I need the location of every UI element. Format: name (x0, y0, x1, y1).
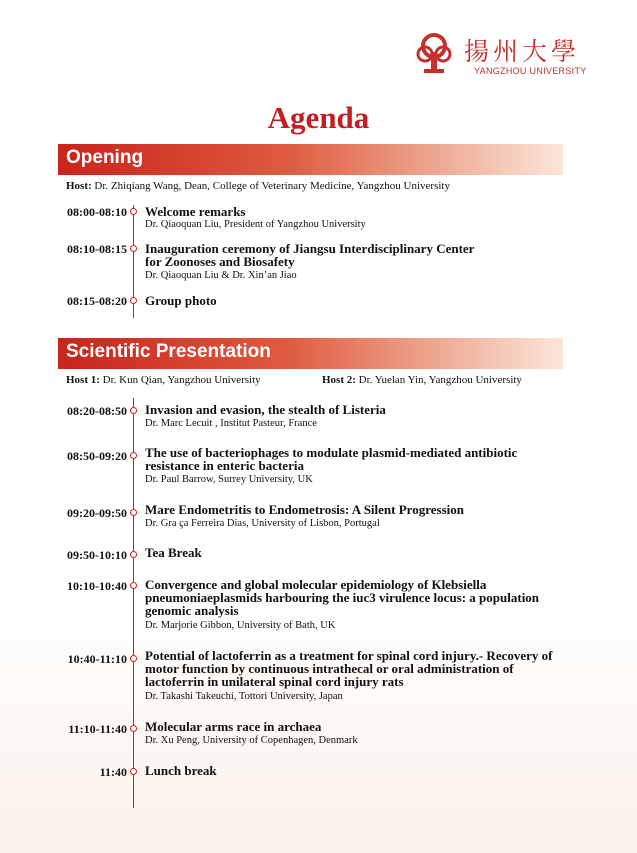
item-time: 11:10-11:40 (68, 722, 127, 736)
item-title: Mare Endometritis to Endometrosis: A Silent Progression (145, 502, 464, 517)
scientific-section-header (58, 338, 563, 369)
item-time: 09:50-10:10 (67, 548, 127, 562)
item-time: 11:40 (99, 765, 127, 779)
item-speaker: Dr. Paul Barrow, Surrey University, UK (145, 474, 313, 485)
item-title: Welcome remarks (145, 204, 246, 219)
item-time: 09:20-09:50 (67, 506, 127, 520)
item-title: Tea Break (145, 545, 202, 560)
item-time: 08:50-09:20 (67, 449, 127, 463)
item-speaker: Dr. Qiaoquan Liu, President of Yangzhou University (145, 219, 366, 230)
item-speaker: Dr. Takashi Takeuchi, Tottori University, Japan (145, 691, 343, 702)
item-time: 08:10-08:15 (67, 242, 127, 256)
timeline-dot (130, 297, 137, 304)
scientific-heading: Scientific Presentation (66, 341, 271, 362)
host-1 (66, 374, 261, 386)
item-time: 08:20-08:50 (67, 404, 127, 418)
university-logo (414, 30, 587, 80)
page-title: Agenda (267, 100, 370, 135)
host-2-name: Dr. Yuelan Yin, Yangzhou University (358, 374, 522, 386)
timeline-dot (130, 725, 137, 732)
university-emblem-icon (414, 32, 454, 74)
timeline-dot (130, 655, 137, 662)
timeline-dot (130, 768, 137, 775)
item-title: Potential of lactoferrin as a treatment for spinal cord injury.- Recovery of motor function by continuous intrathecal or oral administration of lactoferrin in unilateral spinal cord injury rats (145, 648, 553, 689)
item-speaker: Dr. Marjorie Gibbon, University of Bath, UK (145, 620, 336, 631)
scientific-timeline (133, 398, 134, 808)
item-time: 10:10-10:40 (67, 579, 127, 593)
host-name: Dr. Zhiqiang Wang, Dean, College of Veterinary Medicine, Yangzhou University (94, 180, 450, 192)
item-title: Group photo (145, 293, 217, 308)
timeline-dot (130, 452, 137, 459)
host-label: Host: (66, 180, 92, 192)
item-title: Invasion and evasion, the stealth of Listeria (145, 402, 386, 417)
timeline-dot (130, 509, 137, 516)
item-speaker: Dr. Marc Lecuit , Institut Pasteur, France (145, 418, 317, 429)
host-2 (322, 374, 522, 386)
opening-host (66, 180, 450, 192)
item-title: Molecular arms race in archaea (145, 719, 322, 734)
item-speaker: Dr. Xu Peng, University of Copenhagen, Denmark (145, 735, 358, 746)
item-speaker: Dr. Qiaoquan Liu & Dr. Xin’an Jiao (145, 270, 297, 281)
item-title: Inauguration ceremony of Jiangsu Interdisciplinary Center for Zoonoses and Biosafety (145, 241, 475, 269)
item-time: 10:40-11:10 (67, 652, 127, 666)
logo-chinese-name: 揚州大學 (464, 37, 581, 66)
host-1-label: Host 1: (66, 374, 100, 386)
timeline-dot (130, 551, 137, 558)
timeline-dot (130, 245, 137, 252)
logo-english-name: YANGZHOU UNIVERSITY (474, 66, 587, 76)
item-time: 08:00-08:10 (67, 205, 127, 219)
timeline-dot (130, 582, 137, 589)
item-title: Lunch break (145, 763, 217, 778)
timeline-dot (130, 208, 137, 215)
timeline-dot (130, 407, 137, 414)
opening-section-header (58, 144, 563, 175)
opening-heading: Opening (66, 147, 144, 168)
host-1-name: Dr. Kun Qian, Yangzhou University (102, 374, 261, 386)
item-title: Convergence and global molecular epidemiology of Klebsiella pneumoniaeplasmids harbouring the iuc3 virulence locus: a population genomic analysis (145, 577, 540, 618)
item-time: 08:15-08:20 (67, 294, 127, 308)
item-speaker: Dr. Gra ҫa Ferreira Dias, University of Lisbon, Portugal (145, 518, 380, 529)
host-2-label: Host 2: (322, 374, 356, 386)
item-title: The use of bacteriophages to modulate plasmid-mediated antibiotic resistance in enteric bacteria (145, 445, 518, 473)
